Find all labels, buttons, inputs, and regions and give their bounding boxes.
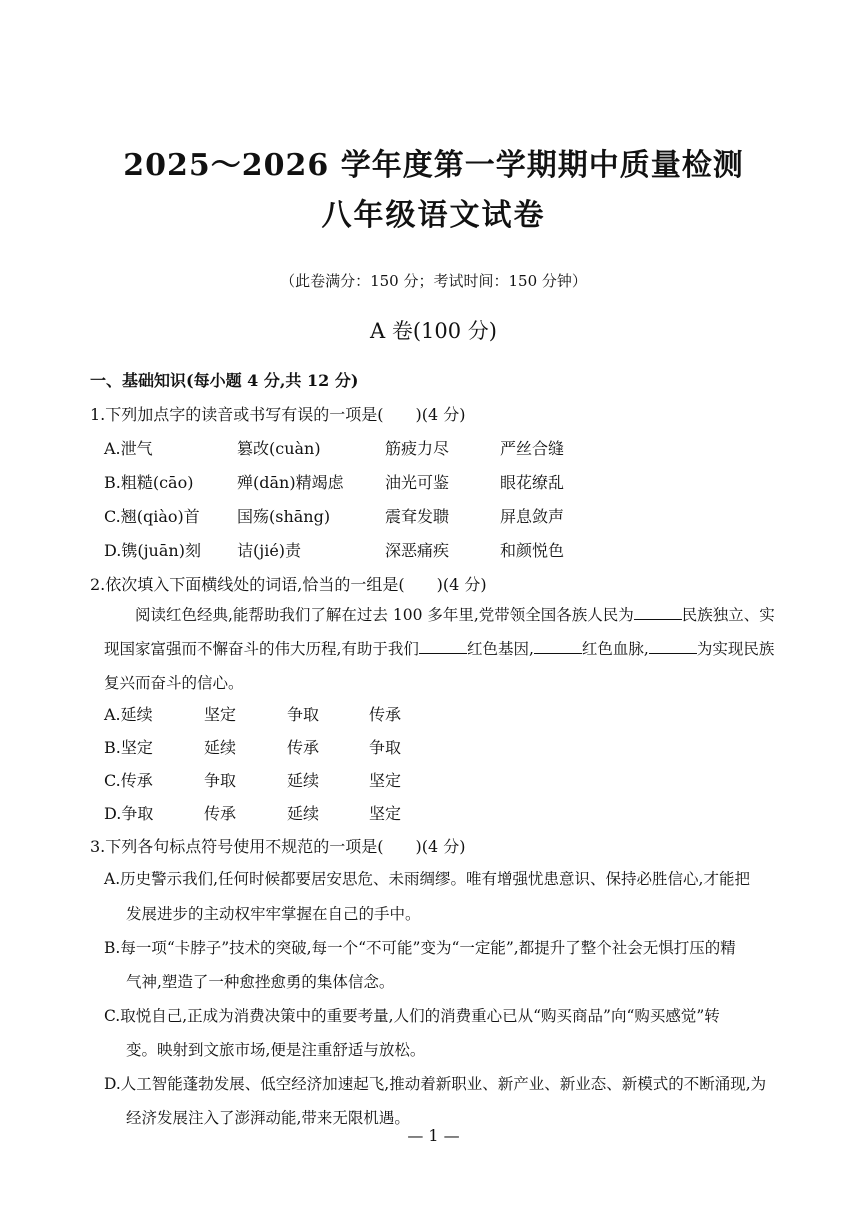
q1-a-1: A.泄气 xyxy=(104,439,153,458)
q2-c-1: C.传承 xyxy=(104,771,153,790)
passage-part-5: 为实现民族复兴而奋斗的信心。 xyxy=(104,640,775,692)
exam-subtitle: 八年级语文试卷 xyxy=(321,198,546,233)
q1-c-3: 震耷发聩 xyxy=(385,507,450,526)
q1-b-2: 殚(dān)精竭虑 xyxy=(237,473,344,492)
q1-c-2: 国殇(shāng) xyxy=(237,507,331,526)
q1-a-2: 篡改(cuàn) xyxy=(237,439,321,458)
q1-d-2: 诘(jié)责 xyxy=(237,541,302,560)
q1-d-4: 和颜悦色 xyxy=(500,541,565,560)
q2-c-4: 坚定 xyxy=(369,771,402,790)
q2-a-1: A.延续 xyxy=(104,705,153,724)
passage-part-4: 红色血脉, xyxy=(581,640,649,658)
q2-b-1: B.坚定 xyxy=(104,738,153,757)
q1-c-4: 屏息敛声 xyxy=(500,507,565,526)
q2-a-4: 传承 xyxy=(369,705,402,724)
q1-a-3: 筋疲力尽 xyxy=(385,439,450,458)
q1-d-1: D.镌(juān)刻 xyxy=(104,541,201,560)
q1-a-4: 严丝合缝 xyxy=(500,439,565,458)
q2-d-3: 延续 xyxy=(287,804,320,823)
passage-part-3: 红色基因, xyxy=(466,640,534,658)
fill-blank-2 xyxy=(419,638,467,655)
q2-d-4: 坚定 xyxy=(369,804,402,823)
volume-heading: A 卷(100 分) xyxy=(370,319,497,343)
q2-c-2: 争取 xyxy=(204,771,237,790)
q2-a-2: 坚定 xyxy=(204,705,237,724)
question-2-stem: 2.依次填入下面横线处的词语,恰当的一组是( )(4 分) xyxy=(90,575,487,594)
section-heading: 一、基础知识(每小题 4 分,共 12 分) xyxy=(90,371,359,390)
q3-option-b-line2: 气神,塑造了一种愈挫愈勇的集体信念。 xyxy=(126,973,395,991)
q3-option-d-line1: D.人工智能蓬勃发展、低空经济加速起飞,推动着新职业、新产业、新业态、新模式的不断涌现,为 xyxy=(104,1075,767,1093)
q1-b-3: 油光可鉴 xyxy=(385,473,450,492)
passage-part-2: 民族独立、实现国家富强而不懈奋斗的伟大历程,有助于我们 xyxy=(104,606,775,658)
q1-d-3: 深恶痛疾 xyxy=(385,541,450,560)
question-3-stem: 3.下列各句标点符号使用不规范的一项是( )(4 分) xyxy=(90,837,466,856)
passage-part-1: 阅读红色经典,能帮助我们了解在过去 100 多年里,党带领全国各族人民为 xyxy=(135,606,634,624)
question-1-stem: 1.下列加点字的读音或书写有误的一项是( )(4 分) xyxy=(90,405,466,424)
page-number: — 1 — xyxy=(407,1126,460,1145)
fill-blank-1 xyxy=(634,604,682,621)
q3-option-b-line1: B.每一项“卡脖子”技术的突破,每一个“不可能”变为“一定能”,都提升了整个社会无惧打压的精 xyxy=(104,939,736,957)
exam-title: 2025～2026 学年度第一学期期中质量检测 xyxy=(123,148,744,183)
q2-b-4: 争取 xyxy=(369,738,402,757)
question-2-passage xyxy=(104,598,780,700)
q2-d-2: 传承 xyxy=(204,804,237,823)
q2-d-1: D.争取 xyxy=(104,804,154,823)
q3-option-a-line2: 发展进步的主动权牢牢掌握在自己的手中。 xyxy=(126,905,421,923)
q2-c-3: 延续 xyxy=(287,771,320,790)
q3-option-c-line1: C.取悦自己,正成为消费决策中的重要考量,人们的消费重心已从“购买商品”向“购买感觉”转 xyxy=(104,1007,720,1025)
q3-option-d-line2: 经济发展注入了澎湃动能,带来无限机遇。 xyxy=(126,1109,410,1127)
fill-blank-4 xyxy=(649,638,697,655)
q1-b-1: B.粗糙(cāo) xyxy=(104,473,194,492)
q2-a-3: 争取 xyxy=(287,705,320,724)
q1-b-4: 眼花缭乱 xyxy=(500,473,565,492)
q2-b-2: 延续 xyxy=(204,738,237,757)
fill-blank-3 xyxy=(534,638,582,655)
q1-c-1: C.翘(qiào)首 xyxy=(104,507,200,526)
exam-note: （此卷满分：150 分；考试时间：150 分钟） xyxy=(280,272,587,290)
q3-option-c-line2: 变。映射到文旅市场,便是注重舒适与放松。 xyxy=(126,1041,426,1059)
q2-b-3: 传承 xyxy=(287,738,320,757)
q3-option-a-line1: A.历史警示我们,任何时候都要居安思危、未雨绸缪。唯有增强忧患意识、保持必胜信心,才能把 xyxy=(104,870,750,888)
